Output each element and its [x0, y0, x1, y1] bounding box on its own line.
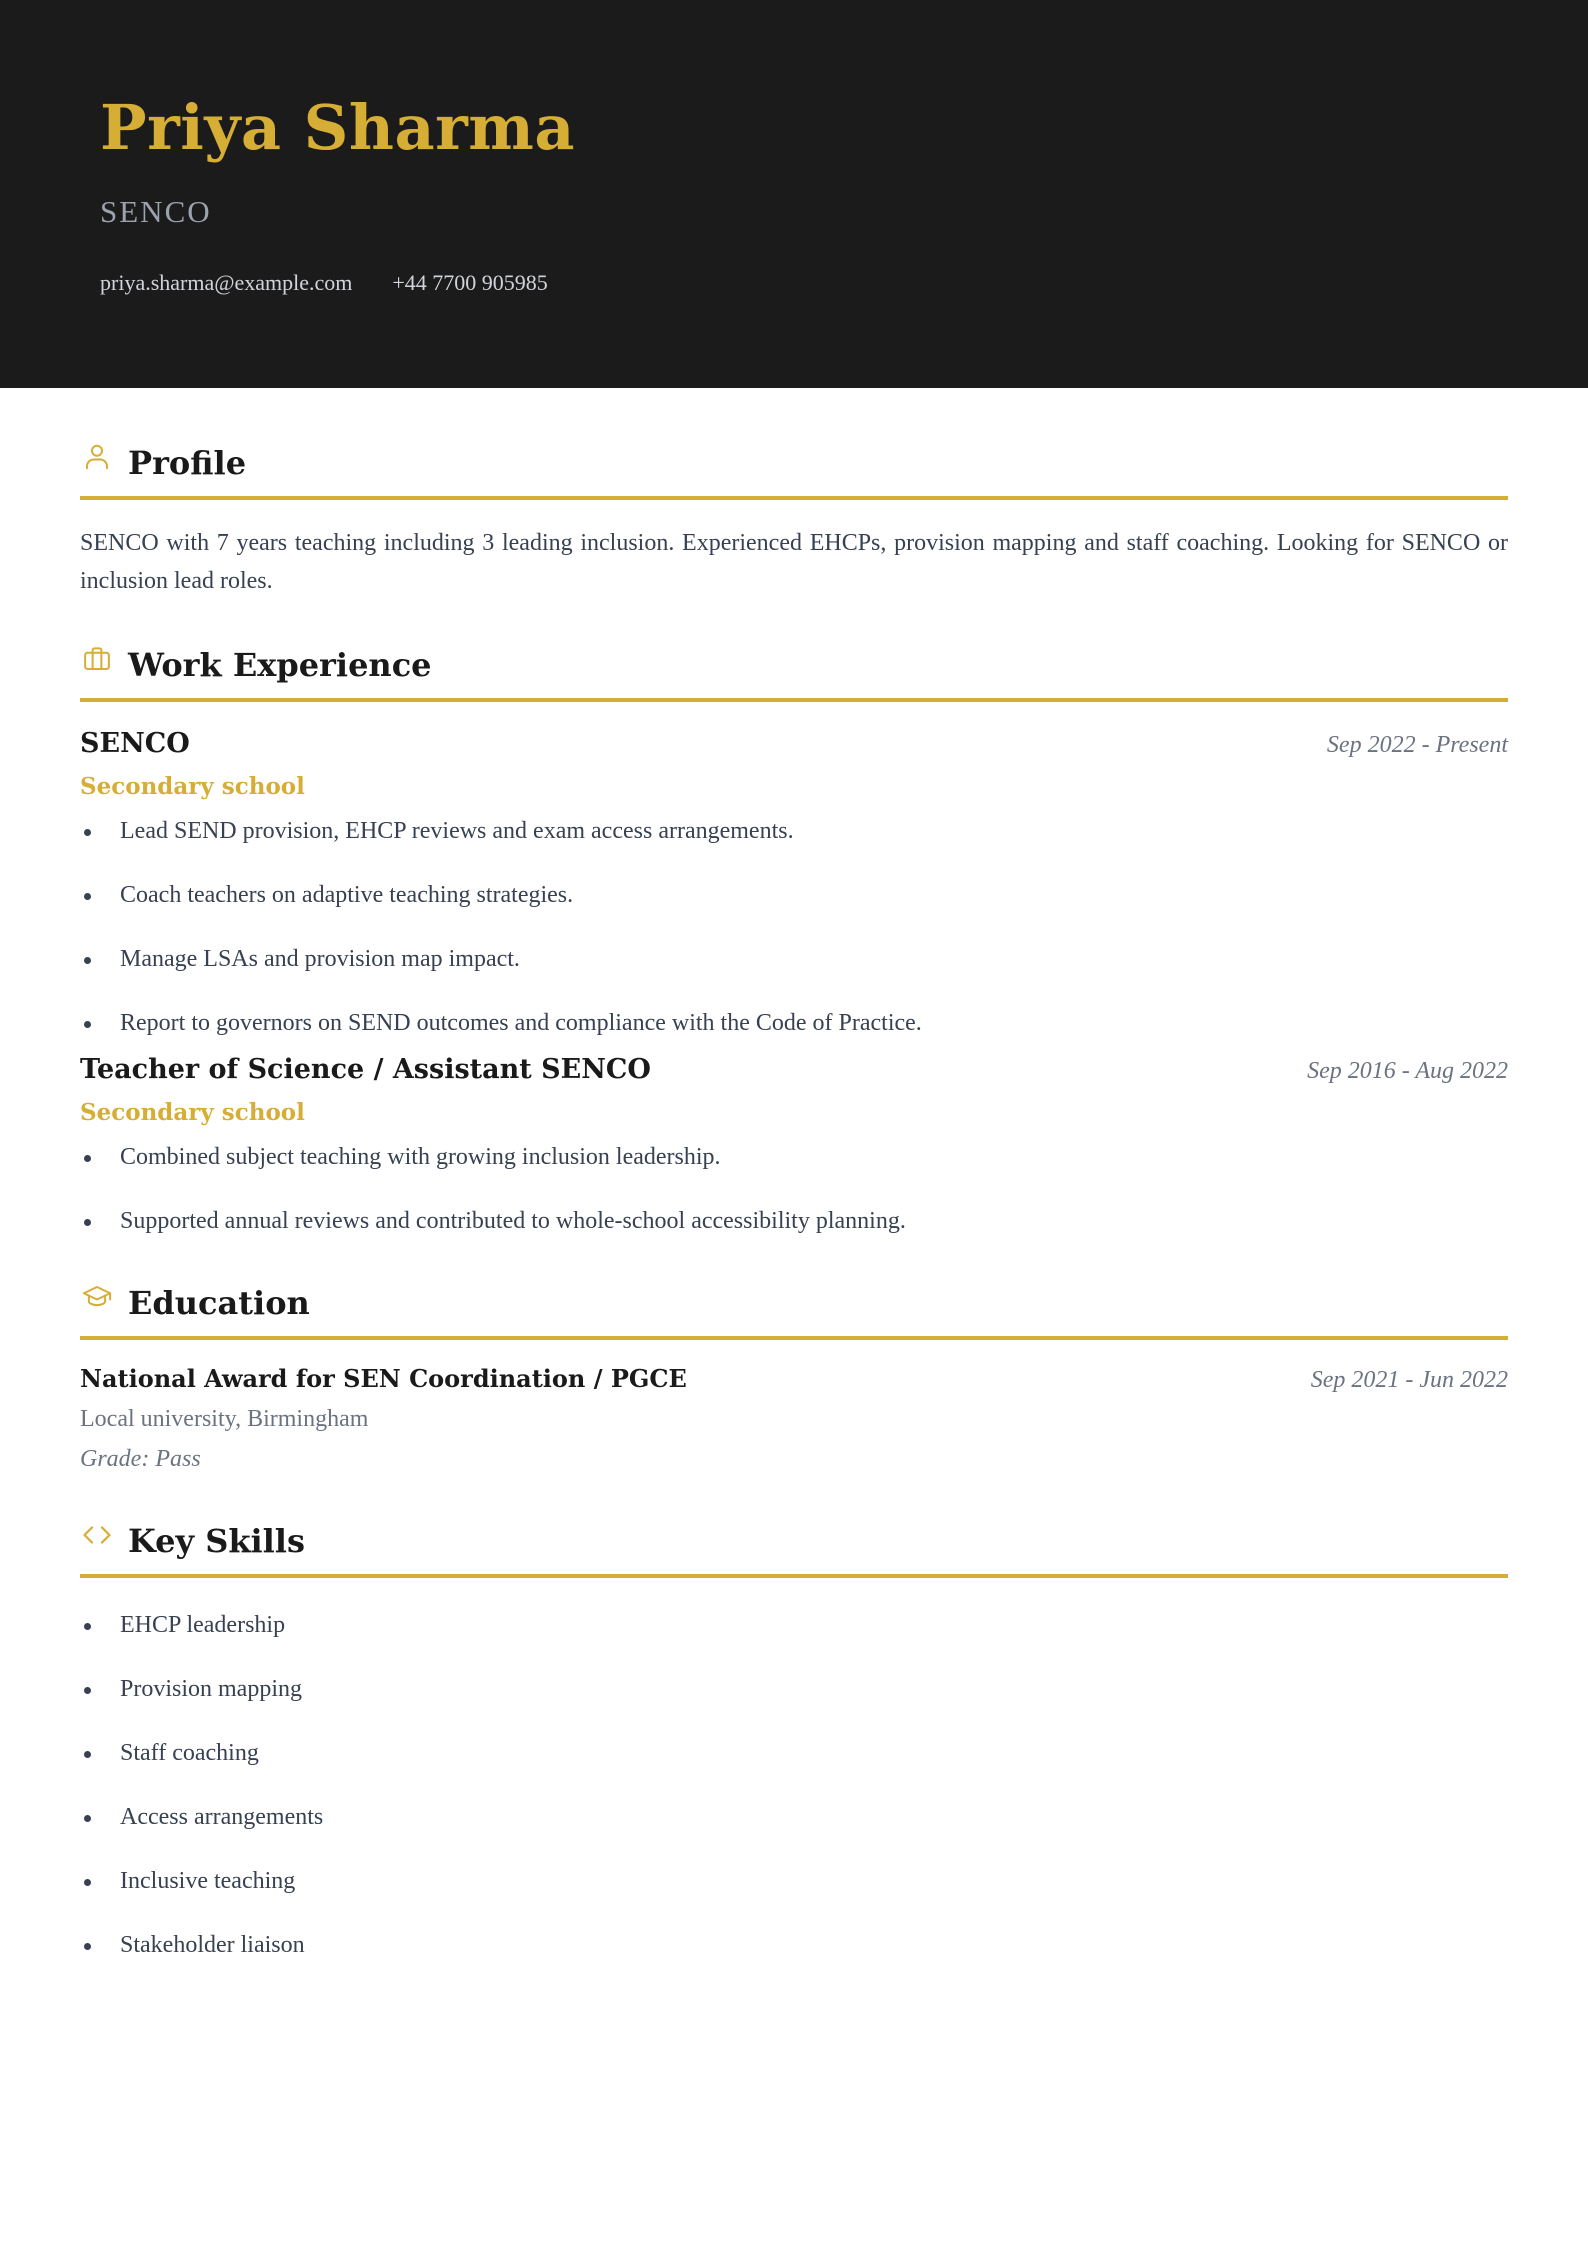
skills-heading: Key Skills	[128, 1522, 305, 1560]
education-title: National Award for SEN Coordination / PGCE	[80, 1364, 687, 1393]
skill-item: Inclusive teaching	[80, 1864, 1508, 1898]
resume-body	[0, 388, 1588, 1962]
job-title: SENCO	[80, 728, 190, 759]
job-dates: Sep 2022 - Present	[1326, 732, 1508, 758]
skill-item: EHCP leadership	[80, 1608, 1508, 1642]
education-heading: Education	[128, 1284, 310, 1322]
skill-item: Staff coaching	[80, 1736, 1508, 1770]
graduation-cap-icon	[80, 1280, 114, 1314]
experience-heading-row	[80, 638, 1508, 702]
job-bullet: Supported annual reviews and contributed to whole-school accessibility planning.	[80, 1204, 1508, 1238]
skills-list	[80, 1608, 1508, 1962]
person-icon	[80, 440, 114, 474]
profile-text: SENCO with 7 years teaching including 3 leading inclusion. Experienced EHCPs, provision mapping and staff coaching. Looking for SENCO or inclusion lead roles.	[80, 530, 1508, 594]
job-entry	[80, 1054, 1508, 1238]
job-bullet: Combined subject teaching with growing inclusion leadership.	[80, 1140, 1508, 1174]
job-bullet: Lead SEND provision, EHCP reviews and exam access arrangements.	[80, 814, 1508, 848]
experience-section	[80, 600, 1508, 1238]
education-dates: Sep 2021 - Jun 2022	[1310, 1367, 1508, 1393]
job-bullets	[80, 1140, 1508, 1238]
contact-phone[interactable]: +44 7700 905985	[392, 270, 548, 295]
resume-header	[0, 0, 1588, 388]
education-heading-row	[80, 1276, 1508, 1340]
job-employer: Secondary school	[80, 773, 305, 800]
skill-item: Stakeholder liaison	[80, 1928, 1508, 1962]
profile-heading-row	[80, 436, 1508, 500]
education-entry	[80, 1364, 1508, 1474]
skill-item: Access arrangements	[80, 1800, 1508, 1834]
candidate-title: SENCO	[100, 194, 212, 229]
job-bullet: Manage LSAs and provision map impact.	[80, 942, 1508, 976]
candidate-name: Priya Sharma	[100, 91, 576, 164]
profile-section	[80, 388, 1508, 600]
job-bullets	[80, 814, 1508, 1040]
education-section	[80, 1238, 1508, 1474]
job-bullet: Report to governors on SEND outcomes and compliance with the Code of Practice.	[80, 1006, 1508, 1040]
contact-email[interactable]: priya.sharma@example.com	[100, 270, 353, 295]
job-title: Teacher of Science / Assistant SENCO	[80, 1054, 651, 1085]
skills-heading-row	[80, 1514, 1508, 1578]
skill-item: Provision mapping	[80, 1672, 1508, 1706]
profile-heading: Profile	[128, 444, 247, 482]
job-employer: Secondary school	[80, 1099, 305, 1126]
education-institution: Local university, Birmingham	[80, 1406, 369, 1432]
code-icon	[80, 1518, 114, 1552]
briefcase-icon	[80, 642, 114, 676]
skills-section	[80, 1474, 1508, 1962]
contact-row	[100, 270, 1488, 296]
experience-heading: Work Experience	[128, 646, 432, 684]
job-dates: Sep 2016 - Aug 2022	[1307, 1058, 1508, 1084]
education-grade: Grade: Pass	[80, 1446, 201, 1472]
job-bullet: Coach teachers on adaptive teaching strategies.	[80, 878, 1508, 912]
job-entry	[80, 728, 1508, 1040]
